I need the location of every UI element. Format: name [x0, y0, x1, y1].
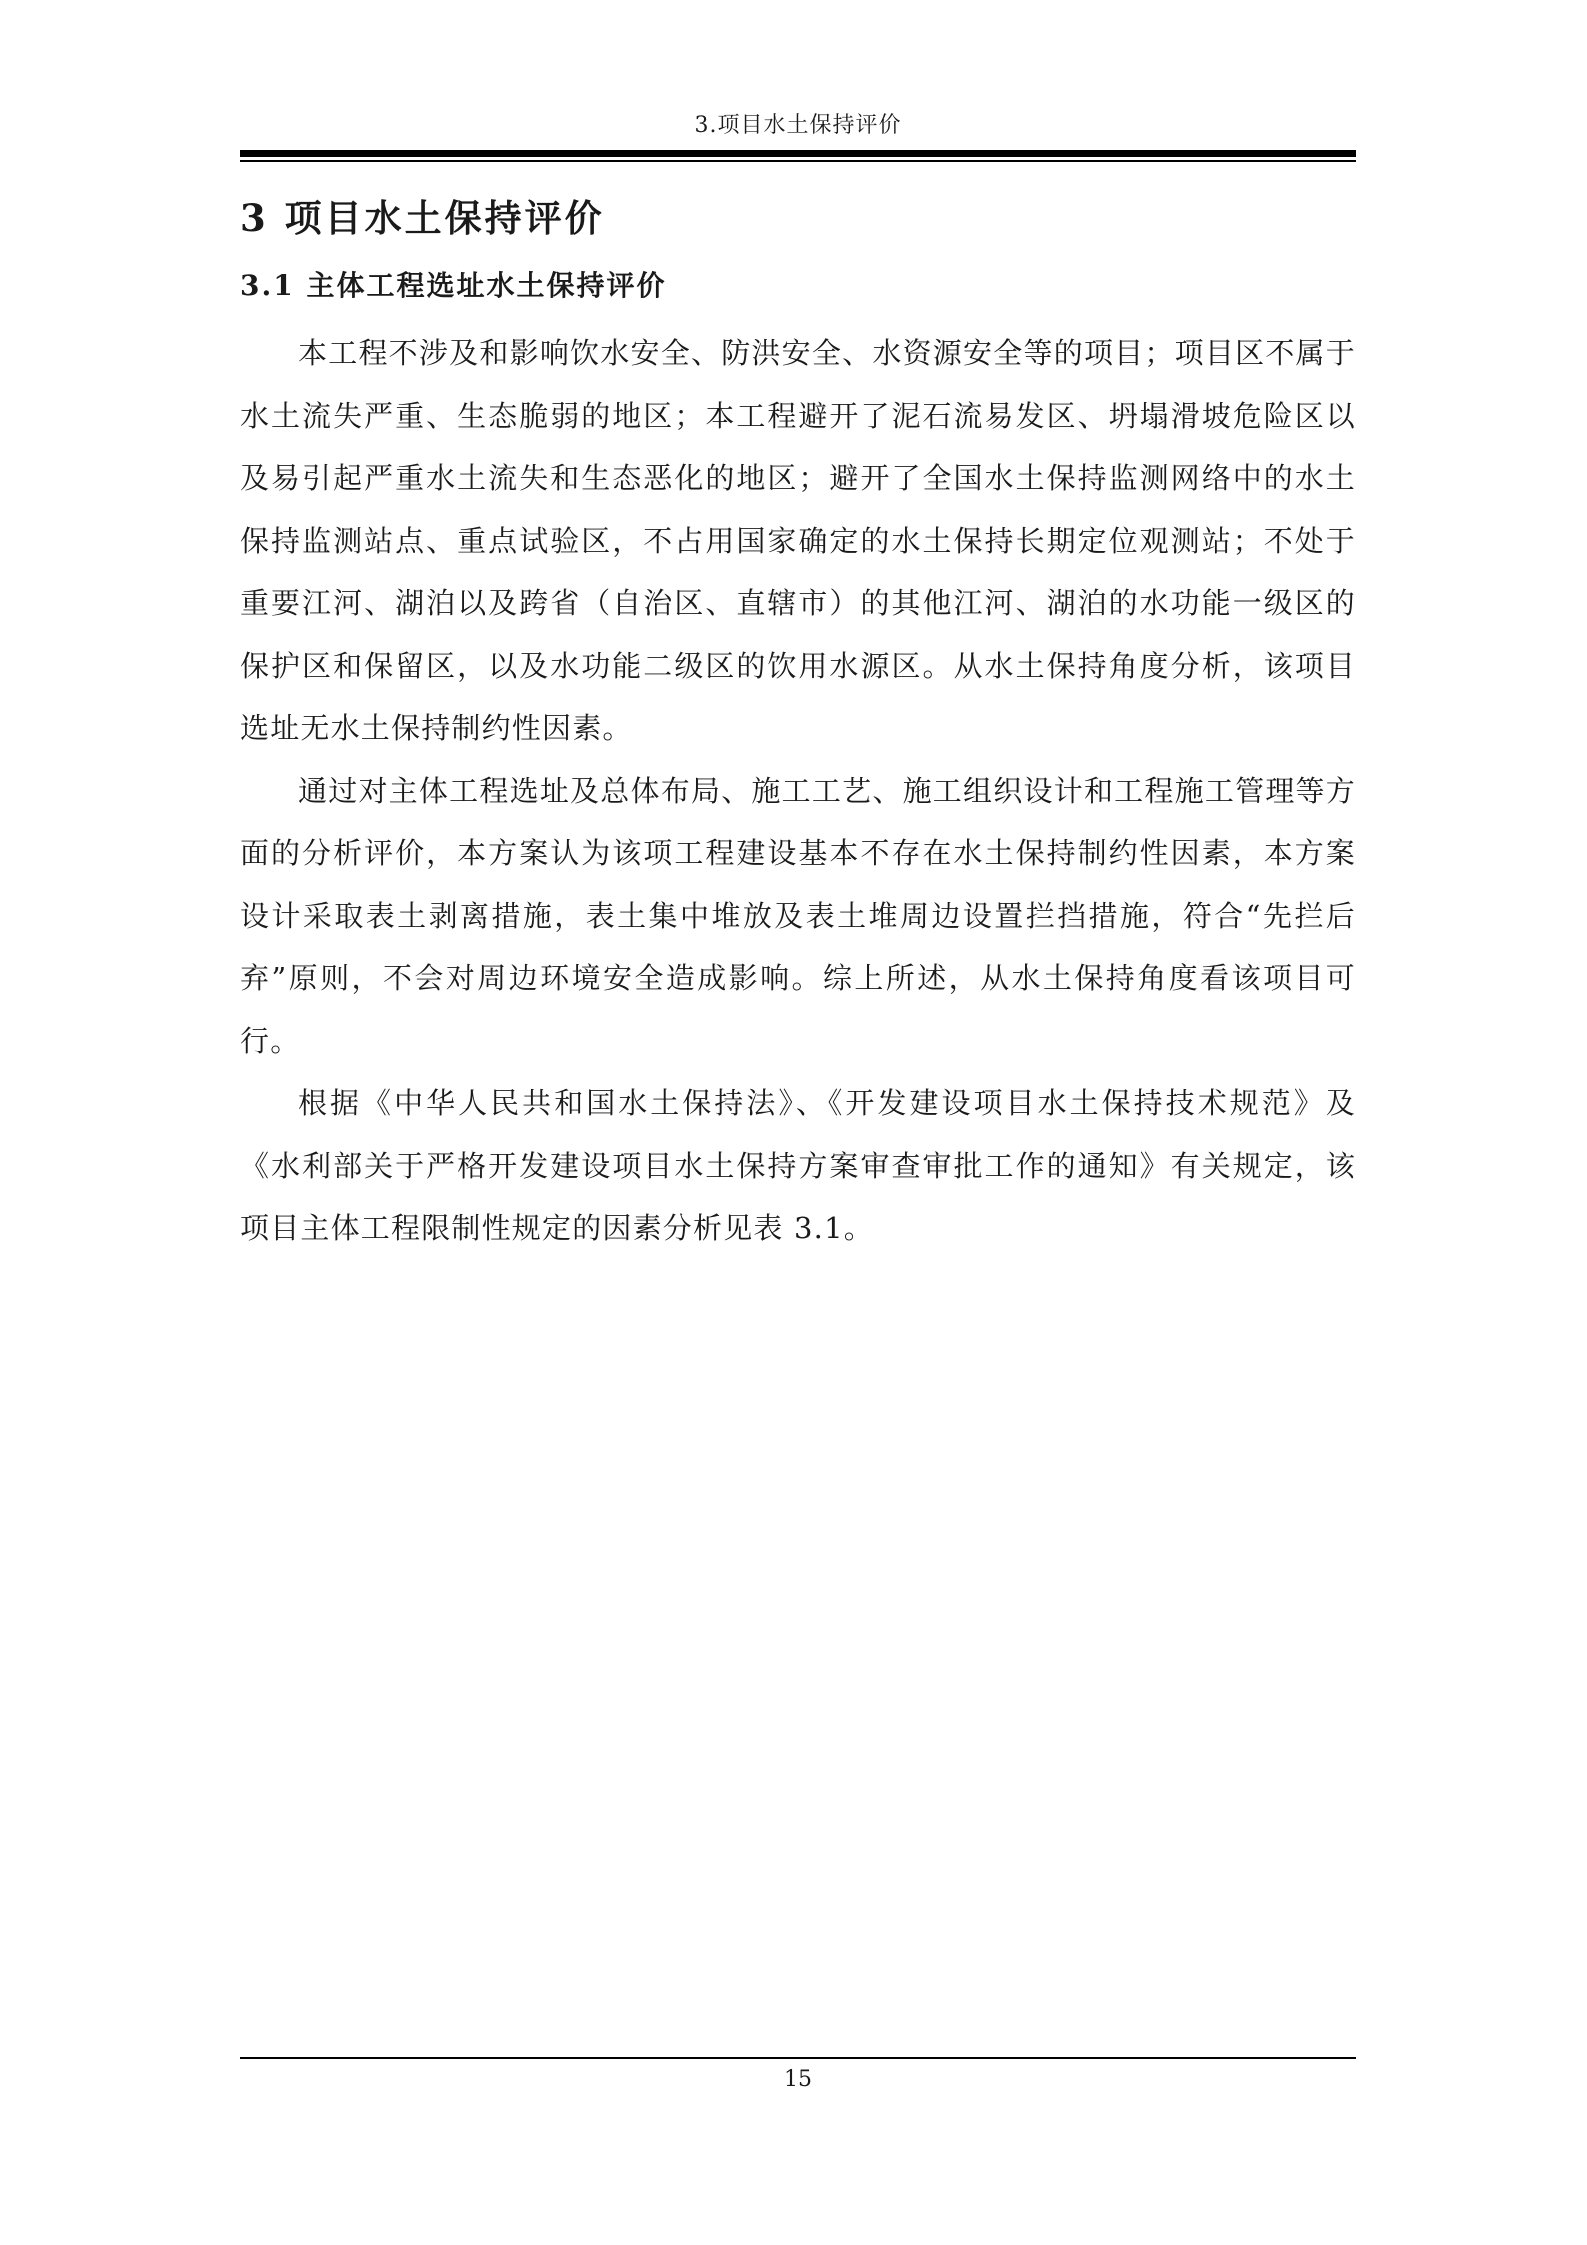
paragraph-site-selection: 本工程不涉及和影响饮水安全、防洪安全、水资源安全等的项目；项目区不属于水土流失严重、生态脆弱的地区；本工程避开了泥石流易发区、坍塌滑坡危险区以及易引起严重水土流失和生态恶化的地区；避开了全国水土保持监测网络中的水土保持监测站点、重点试验区，不占用国家确定的水土保持长期定位观测站；不处于重要江河、湖泊以及跨省（自治区、直辖市）的其他江河、湖泊的水功能一级区的保护区和保留区，以及水功能二级区的饮用水源区。从水土保持角度分析，该项目选址无水土保持制约性因素。: [240, 336, 1356, 745]
paragraph-regulations: 根据《中华人民共和国水土保持法》、《开发建设项目水土保持技术规范》及《水利部关于严格开发建设项目水土保持方案审查审批工作的通知》有关规定，该项目主体工程限制性规定的因素分析见表 3.1。: [240, 1086, 1356, 1245]
header-rule-thick: [240, 150, 1356, 157]
page-number: 15: [784, 2067, 812, 2092]
footer-rule: [240, 2057, 1356, 2059]
chapter-title: 3 项目水土保持评价: [240, 196, 605, 240]
section-title: 3.1 主体工程选址水土保持评价: [240, 269, 667, 302]
paragraph-analysis-evaluation: 通过对主体工程选址及总体布局、施工工艺、施工组织设计和工程施工管理等方面的分析评价，本方案认为该项工程建设基本不存在水土保持制约性因素，本方案设计采取表土剥离措施，表土集中堆放及表土堆周边设置拦挡措施，符合“先拦后弃”原则，不会对周边环境安全造成影响。综上所述，从水土保持角度看该项目可行。: [240, 773, 1356, 1058]
header-rule-thin: [240, 160, 1356, 162]
body-text: [240, 322, 1356, 1260]
running-header: 3.项目水土保持评价: [694, 113, 902, 138]
